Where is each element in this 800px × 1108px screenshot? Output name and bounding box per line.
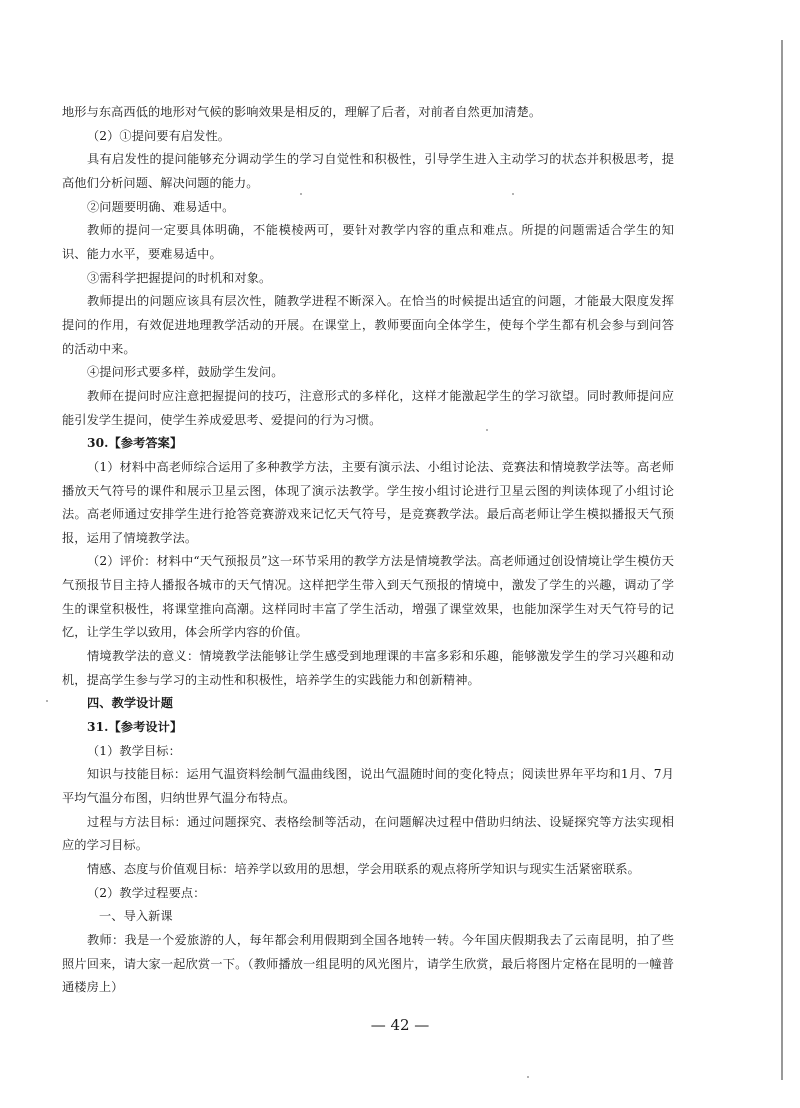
paragraph: （2）①提问要有启发性。 xyxy=(87,128,231,143)
paragraph: （2）评价：材料中“天气预报员”这一环节采用的教学方法是情境教学法。高老师通过创设情境让学生模仿天气预报节目主持人播报各城市的天气情况。这样把学生带入到天气预报的情境中，激发了学生的兴趣，调动了学生的课堂积极性，将课堂推向高潮。这样同时丰富了学生活动，增强了课堂效果，也能加深学生对天气符号的记忆，让学生学以致用，体会所学内容的价值。 xyxy=(62,554,674,640)
page-number: — 42 — xyxy=(370,1016,430,1034)
paragraph: 情境教学法的意义：情境教学法能够让学生感受到地理课的丰富多彩和乐趣，能够激发学生的学习兴趣和动机，提高学生参与学习的主动性和积极性，培养学生的实践能力和创新精神。 xyxy=(62,649,674,687)
scan-speck xyxy=(46,700,48,702)
paragraph: ②问题要明确、难易适中。 xyxy=(87,199,235,214)
paragraph: 情感、态度与价值观目标：培养学以致用的思想，学会用联系的观点将所学知识与现实生活紧密联系。 xyxy=(87,862,640,876)
paragraph: 教师的提问一定要具体明确，不能模棱两可，要针对教学内容的重点和难点。所提的问题需适合学生的知识、能力水平，要难易适中。 xyxy=(62,223,674,261)
scan-binding-edge xyxy=(781,40,783,1080)
paragraph: 过程与方法目标：通过问题探究、表格绘制等活动，在问题解决过程中借助归纳法、设疑探究等方法实现相应的学习目标。 xyxy=(62,814,674,853)
design-heading: 31.【参考设计】 xyxy=(87,720,183,735)
paragraph: （1）教学目标： xyxy=(87,743,181,758)
scan-speck xyxy=(512,193,514,195)
paragraph: ③需科学把握提问的时机和对象。 xyxy=(87,270,272,285)
paragraph: （2）教学过程要点： xyxy=(87,885,206,900)
paragraph: ④提问形式要多样，鼓励学生发问。 xyxy=(87,365,284,380)
section-heading: 四、教学设计题 xyxy=(87,696,174,711)
paragraph: 地形与东高西低的地形对气候的影响效果是相反的，理解了后者，对前者自然更加清楚。 xyxy=(62,105,542,119)
paragraph: 知识与技能目标：运用气温资料绘制气温曲线图，说出气温随时间的变化特点；阅读世界年平均和1月、7月平均气温分布图，归纳世界气温分布特点。 xyxy=(62,767,674,806)
paragraph: 教师在提问时应注意把握提问的技巧，注意形式的多样化，这样才能激起学生的学习欲望。同时教师提问应能引发学生提问，使学生养成爱思考、爱提问的行为习惯。 xyxy=(62,388,674,427)
body-text xyxy=(62,101,674,1000)
scan-speck xyxy=(527,1076,529,1078)
paragraph: （1）材料中高老师综合运用了多种教学方法，主要有演示法、小组讨论法、竞赛法和情境教学法等。高老师播放天气符号的课件和展示卫星云图，体现了演示法教学。学生按小组讨论进行卫星云图的判读体现了小组讨论法。高老师通过安排学生进行抢答竞赛游戏来记忆天气符号，是竞赛教学法。最后高老师让学生模拟播报天气预报，运用了情境教学法。 xyxy=(62,459,674,545)
paragraph: 教师：我是一个爱旅游的人，每年都会利用假期到全国各地转一转。今年国庆假期我去了云南昆明，拍了些照片回来，请大家一起欣赏一下。（教师播放一组昆明的风光图片，请学生欣赏，最后将图片定格在昆明的一幢普通楼房上） xyxy=(62,932,674,995)
scan-speck xyxy=(486,429,488,431)
scan-speck xyxy=(300,193,302,195)
paragraph: 教师提出的问题应该具有层次性，随教学进程不断深入。在恰当的时候提出适宜的问题，才能最大限度发挥提问的作用，有效促进地理教学活动的开展。在课堂上，教师要面向全体学生，使每个学生都有机会参与到问答的活动中来。 xyxy=(62,294,674,356)
paragraph: 具有启发性的提问能够充分调动学生的学习自觉性和积极性，引导学生进入主动学习的状态并积极思考，提高他们分析问题、解决问题的能力。 xyxy=(62,152,674,190)
subsection-heading: 一、导入新课 xyxy=(99,909,173,924)
answer-heading: 30.【参考答案】 xyxy=(87,436,183,451)
